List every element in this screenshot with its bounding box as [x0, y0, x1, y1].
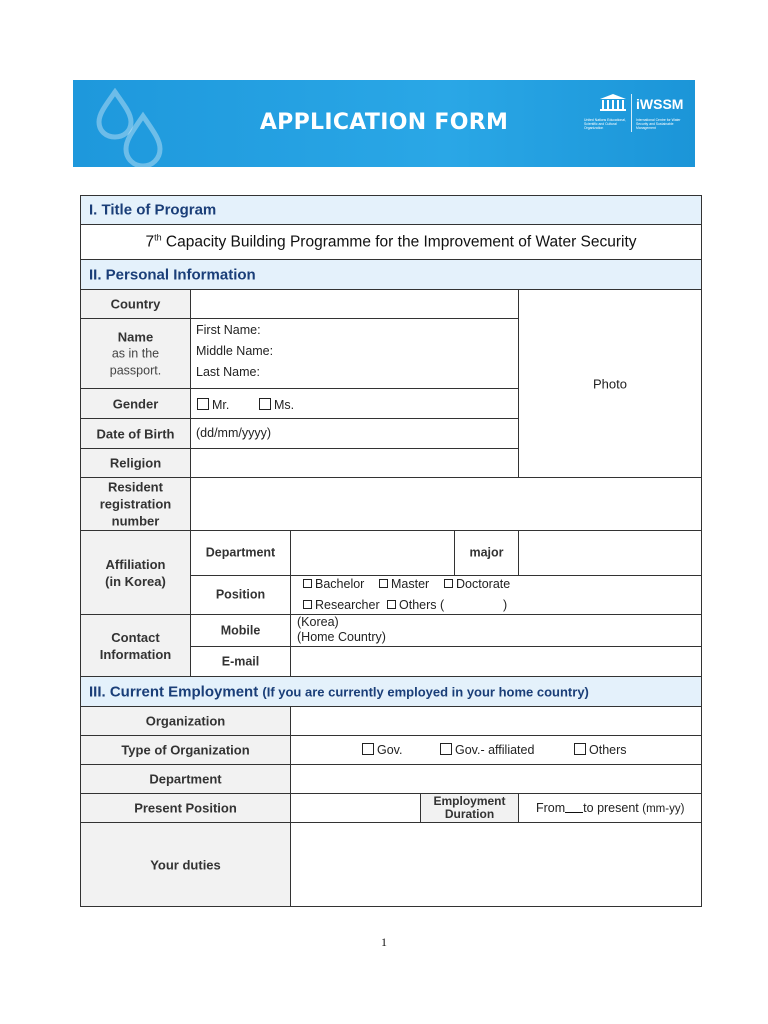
org-type-label-cell: Type of Organization — [80, 735, 291, 765]
last-name-label: Last Name: — [196, 365, 260, 379]
religion-field[interactable] — [190, 448, 519, 478]
major-field[interactable] — [518, 530, 702, 576]
iwssm-logo-text: iWSSM — [636, 96, 684, 112]
org-type-affiliated-checkbox[interactable]: Gov.- affiliated — [440, 743, 534, 757]
unesco-text: United Nations Educational, Scientific and Cultural Organization — [584, 118, 626, 130]
position-label-cell: Position — [190, 575, 291, 615]
dob-field[interactable] — [190, 418, 519, 449]
dob-hint: (dd/mm/yyyy) — [196, 426, 271, 440]
section-title-personal — [80, 259, 702, 290]
checkbox-icon — [303, 600, 312, 609]
duration-text: From to present (mm-yy) — [536, 801, 685, 815]
country-field[interactable] — [190, 289, 519, 319]
country-label-cell: Country — [80, 289, 191, 319]
position-others-checkbox[interactable]: Others ( — [387, 598, 444, 612]
mobile-home-label: (Home Country) — [297, 630, 386, 644]
gender-mr-checkbox[interactable]: Mr. — [197, 398, 229, 412]
section-title-employment — [80, 676, 702, 707]
position-researcher-checkbox[interactable]: Researcher — [303, 598, 380, 612]
email-label-cell: E-mail — [190, 646, 291, 677]
contact-label-cell: Contact Information — [80, 614, 191, 677]
present-position-label-cell: Present Position — [80, 793, 291, 823]
major-label-cell: major — [454, 530, 519, 576]
checkbox-icon — [379, 579, 388, 588]
name-label-cell: Name as in the passport. — [80, 318, 191, 389]
center-text: International Centre for Water Security and Sustainable Management — [636, 118, 681, 130]
position-master-checkbox[interactable]: Master — [379, 577, 429, 591]
checkbox-icon — [574, 743, 586, 755]
department-label-cell-2: Department — [80, 764, 291, 794]
program-title-cell — [80, 224, 702, 260]
gender-ms-checkbox[interactable]: Ms. — [259, 398, 294, 412]
resident-label-cell: Resident registration number — [80, 477, 191, 531]
org-type-options — [290, 735, 702, 765]
first-name-label: First Name: — [196, 323, 261, 337]
section-title: I. Title of Program — [89, 201, 217, 219]
employment-duration-field[interactable] — [518, 793, 702, 823]
position-options — [290, 575, 702, 615]
checkbox-icon — [197, 398, 209, 410]
checkbox-icon — [362, 743, 374, 755]
religion-label-cell: Religion — [80, 448, 191, 478]
employment-duration-label-cell: Employment Duration — [420, 793, 519, 823]
mobile-label-cell: Mobile — [190, 614, 291, 647]
department-label-cell: Department — [190, 530, 291, 576]
position-others-close: ) — [503, 598, 508, 612]
checkbox-icon — [387, 600, 396, 609]
department-field[interactable] — [290, 530, 455, 576]
middle-name-label: Middle Name: — [196, 344, 274, 358]
department-field-2[interactable] — [290, 764, 702, 794]
program-title: 7th Capacity Building Programme for the Improvement of Water Security — [145, 232, 637, 251]
banner-title: APPLICATION FORM — [259, 110, 509, 135]
section-title-program — [80, 195, 702, 225]
affiliation-label-cell: Affiliation (in Korea) — [80, 530, 191, 615]
position-bachelor-checkbox[interactable]: Bachelor — [303, 577, 364, 591]
position-doctorate-checkbox[interactable]: Doctorate — [444, 577, 510, 591]
email-field[interactable] — [290, 646, 702, 677]
org-type-others-checkbox[interactable]: Others — [574, 743, 627, 757]
page-number: 1 — [381, 935, 387, 949]
dob-label-cell: Date of Birth — [80, 418, 191, 449]
organization-field[interactable] — [290, 706, 702, 736]
gender-label-cell: Gender — [80, 388, 191, 419]
checkbox-icon — [440, 743, 452, 755]
resident-field[interactable] — [190, 477, 702, 531]
mobile-field[interactable] — [290, 614, 702, 647]
gender-field — [190, 388, 519, 419]
checkbox-icon — [444, 579, 453, 588]
section-title: II. Personal Information — [89, 266, 256, 283]
photo-box[interactable]: Photo — [518, 289, 702, 478]
organization-label-cell: Organization — [80, 706, 291, 736]
checkbox-icon — [303, 579, 312, 588]
present-position-field[interactable] — [290, 793, 421, 823]
duties-label-cell: Your duties — [80, 822, 291, 907]
name-fields[interactable] — [190, 318, 519, 389]
org-type-gov-checkbox[interactable]: Gov. — [362, 743, 402, 757]
checkbox-icon — [259, 398, 271, 410]
section-title: III. Current Employment (If you are currently employed in your home country) — [89, 683, 589, 700]
mobile-korea-label: (Korea) — [297, 615, 339, 629]
duties-field[interactable] — [290, 822, 702, 907]
